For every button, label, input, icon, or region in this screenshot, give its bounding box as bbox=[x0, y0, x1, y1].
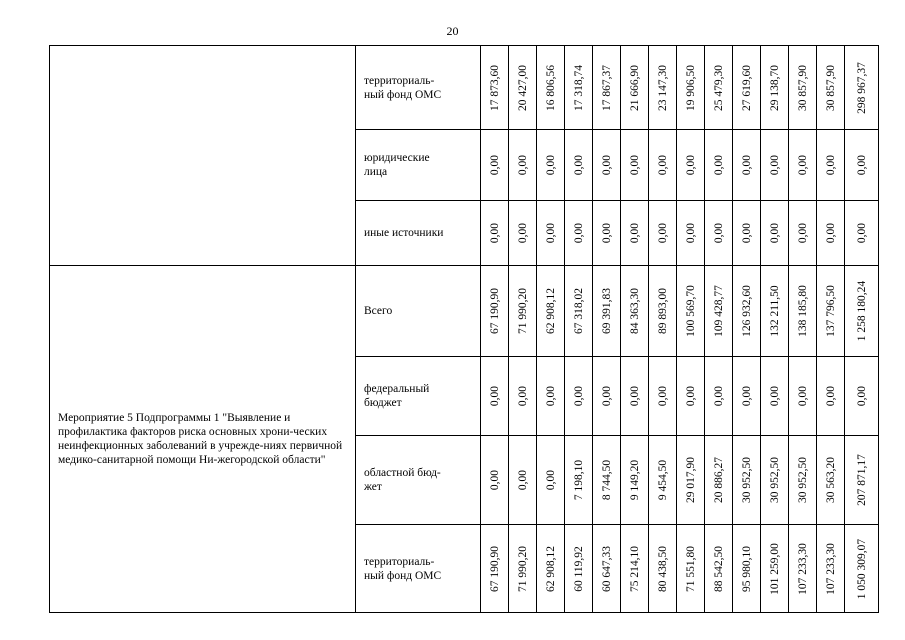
value-text: 0,00 bbox=[740, 154, 753, 176]
value-text: 0,00 bbox=[824, 385, 837, 407]
year-value-cell bbox=[621, 525, 649, 613]
value-text: 30 952,50 bbox=[796, 457, 809, 503]
value-text: 0,00 bbox=[600, 154, 613, 176]
year-value-cell bbox=[817, 525, 845, 613]
value-text: 71 990,20 bbox=[516, 545, 529, 592]
value-text: 0,00 bbox=[488, 469, 501, 491]
value-text: 29 017,90 bbox=[684, 457, 697, 503]
event-title-cell: Мероприятие 5 Подпрограммы 1 "Выявление и профилактика факторов риска основных хрони-ческих неинфекционных заболеваний в учрежде-ниях первичной медико-санитарной помощи Ни-жегородской области" bbox=[50, 266, 356, 613]
year-value-cell bbox=[649, 357, 677, 436]
value-text: 100 569,70 bbox=[684, 285, 697, 337]
year-value-cell bbox=[789, 266, 817, 357]
value-text: 30 952,50 bbox=[740, 457, 753, 503]
table-row bbox=[50, 46, 879, 130]
year-value-cell bbox=[761, 46, 789, 130]
value-text: 0,00 bbox=[628, 154, 641, 176]
year-value-cell bbox=[677, 525, 705, 613]
value-text: 107 233,30 bbox=[824, 542, 837, 595]
value-text: 1 050 309,07 bbox=[855, 538, 868, 599]
value-text: 0,00 bbox=[684, 154, 697, 176]
year-value-cell bbox=[733, 436, 761, 525]
value-text: 0,00 bbox=[796, 222, 809, 244]
value-text: 126 932,60 bbox=[740, 285, 753, 337]
value-text: 69 391,83 bbox=[600, 288, 613, 334]
value-text: 1 258 180,24 bbox=[855, 280, 868, 342]
value-text: 19 906,50 bbox=[684, 64, 697, 111]
funding-source-cell: территориаль- ный фонд ОМС bbox=[356, 46, 481, 130]
funding-source-cell: иные источники bbox=[356, 201, 481, 266]
value-text: 23 147,30 bbox=[656, 64, 669, 111]
year-value-cell bbox=[705, 357, 733, 436]
value-text: 60 119,92 bbox=[572, 545, 585, 592]
value-text: 0,00 bbox=[740, 222, 753, 244]
year-value-cell bbox=[705, 525, 733, 613]
value-text: 29 138,70 bbox=[768, 64, 781, 111]
value-text: 30 952,50 bbox=[768, 457, 781, 503]
year-value-cell bbox=[509, 130, 537, 201]
value-text: 0,00 bbox=[544, 385, 557, 407]
year-value-cell bbox=[789, 130, 817, 201]
year-value-cell bbox=[817, 357, 845, 436]
year-value-cell bbox=[509, 201, 537, 266]
value-text: 9 149,20 bbox=[628, 459, 641, 501]
value-text: 88 542,50 bbox=[712, 545, 725, 592]
year-value-cell bbox=[677, 357, 705, 436]
year-value-cell bbox=[817, 201, 845, 266]
value-text: 62 908,12 bbox=[544, 288, 557, 334]
value-text: 0,00 bbox=[684, 385, 697, 407]
year-value-cell bbox=[537, 525, 565, 613]
value-text: 0,00 bbox=[855, 222, 868, 244]
total-value-cell bbox=[845, 130, 879, 201]
year-value-cell bbox=[733, 266, 761, 357]
value-text: 0,00 bbox=[796, 385, 809, 407]
year-value-cell bbox=[649, 201, 677, 266]
value-text: 30 563,20 bbox=[824, 457, 837, 503]
value-text: 21 666,90 bbox=[628, 64, 641, 111]
funding-source-cell: федеральный бюджет bbox=[356, 357, 481, 436]
value-text: 17 873,60 bbox=[488, 64, 501, 111]
year-value-cell bbox=[565, 436, 593, 525]
year-value-cell bbox=[761, 201, 789, 266]
value-text: 0,00 bbox=[768, 222, 781, 244]
funding-source-cell: территориаль- ный фонд ОМС bbox=[356, 525, 481, 613]
year-value-cell bbox=[565, 130, 593, 201]
value-text: 71 990,20 bbox=[516, 288, 529, 334]
year-value-cell bbox=[817, 436, 845, 525]
year-value-cell bbox=[593, 436, 621, 525]
year-value-cell bbox=[789, 201, 817, 266]
value-text: 0,00 bbox=[516, 222, 529, 244]
value-text: 20 427,00 bbox=[516, 64, 529, 111]
total-value-cell bbox=[845, 201, 879, 266]
value-text: 27 619,60 bbox=[740, 64, 753, 111]
funding-source-cell: областной бюд- жет bbox=[356, 436, 481, 525]
year-value-cell bbox=[677, 266, 705, 357]
year-value-cell bbox=[593, 130, 621, 201]
year-value-cell bbox=[481, 266, 509, 357]
year-value-cell bbox=[621, 436, 649, 525]
value-text: 62 908,12 bbox=[544, 545, 557, 592]
value-text: 16 806,56 bbox=[544, 64, 557, 111]
value-text: 0,00 bbox=[656, 385, 669, 407]
year-value-cell bbox=[509, 525, 537, 613]
value-text: 17 318,74 bbox=[572, 64, 585, 111]
value-text: 30 857,90 bbox=[796, 64, 809, 111]
year-value-cell bbox=[705, 130, 733, 201]
value-text: 75 214,10 bbox=[628, 545, 641, 592]
year-value-cell bbox=[789, 525, 817, 613]
value-text: 0,00 bbox=[488, 385, 501, 407]
year-value-cell bbox=[649, 525, 677, 613]
funding-source-cell: юридические лица bbox=[356, 130, 481, 201]
value-text: 0,00 bbox=[768, 385, 781, 407]
event-title-cell bbox=[50, 46, 356, 266]
total-value-cell bbox=[845, 266, 879, 357]
year-value-cell bbox=[733, 525, 761, 613]
value-text: 7 198,10 bbox=[572, 459, 585, 501]
year-value-cell bbox=[565, 525, 593, 613]
value-text: 0,00 bbox=[712, 222, 725, 244]
value-text: 0,00 bbox=[740, 385, 753, 407]
year-value-cell bbox=[593, 266, 621, 357]
year-value-cell bbox=[481, 46, 509, 130]
year-value-cell bbox=[733, 46, 761, 130]
value-text: 67 190,90 bbox=[488, 288, 501, 334]
value-text: 60 647,33 bbox=[600, 545, 613, 592]
year-value-cell bbox=[677, 130, 705, 201]
year-value-cell bbox=[593, 525, 621, 613]
year-value-cell bbox=[761, 357, 789, 436]
funding-table bbox=[49, 45, 879, 613]
value-text: 30 857,90 bbox=[824, 64, 837, 111]
year-value-cell bbox=[565, 201, 593, 266]
value-text: 0,00 bbox=[824, 154, 837, 176]
value-text: 0,00 bbox=[572, 385, 585, 407]
year-value-cell bbox=[481, 201, 509, 266]
value-text: 67 190,90 bbox=[488, 545, 501, 592]
year-value-cell bbox=[509, 436, 537, 525]
value-text: 0,00 bbox=[656, 222, 669, 244]
value-text: 67 318,02 bbox=[572, 288, 585, 334]
year-value-cell bbox=[621, 201, 649, 266]
year-value-cell bbox=[621, 266, 649, 357]
year-value-cell bbox=[677, 46, 705, 130]
year-value-cell bbox=[565, 46, 593, 130]
year-value-cell bbox=[621, 130, 649, 201]
year-value-cell bbox=[481, 525, 509, 613]
year-value-cell bbox=[761, 436, 789, 525]
value-text: 17 867,37 bbox=[600, 64, 613, 111]
year-value-cell bbox=[705, 201, 733, 266]
year-value-cell bbox=[537, 46, 565, 130]
value-text: 298 967,37 bbox=[855, 61, 868, 114]
value-text: 0,00 bbox=[544, 222, 557, 244]
year-value-cell bbox=[537, 436, 565, 525]
year-value-cell bbox=[481, 357, 509, 436]
value-text: 0,00 bbox=[572, 154, 585, 176]
year-value-cell bbox=[537, 201, 565, 266]
value-text: 132 211,50 bbox=[768, 285, 781, 337]
value-text: 109 428,77 bbox=[712, 285, 725, 337]
year-value-cell bbox=[537, 266, 565, 357]
year-value-cell bbox=[649, 130, 677, 201]
value-text: 0,00 bbox=[600, 222, 613, 244]
value-text: 25 479,30 bbox=[712, 64, 725, 111]
year-value-cell bbox=[593, 201, 621, 266]
value-text: 0,00 bbox=[488, 222, 501, 244]
year-value-cell bbox=[733, 130, 761, 201]
year-value-cell bbox=[733, 357, 761, 436]
value-text: 0,00 bbox=[544, 469, 557, 491]
year-value-cell bbox=[481, 130, 509, 201]
year-value-cell bbox=[789, 436, 817, 525]
total-value-cell bbox=[845, 525, 879, 613]
value-text: 0,00 bbox=[516, 154, 529, 176]
value-text: 101 259,00 bbox=[768, 542, 781, 595]
year-value-cell bbox=[537, 357, 565, 436]
year-value-cell bbox=[649, 436, 677, 525]
value-text: 137 796,50 bbox=[824, 285, 837, 337]
year-value-cell bbox=[761, 266, 789, 357]
value-text: 8 744,50 bbox=[600, 459, 613, 501]
year-value-cell bbox=[817, 130, 845, 201]
year-value-cell bbox=[761, 525, 789, 613]
total-value-cell bbox=[845, 436, 879, 525]
value-text: 0,00 bbox=[656, 154, 669, 176]
year-value-cell bbox=[705, 266, 733, 357]
year-value-cell bbox=[733, 201, 761, 266]
value-text: 0,00 bbox=[572, 222, 585, 244]
year-value-cell bbox=[565, 357, 593, 436]
year-value-cell bbox=[649, 266, 677, 357]
total-value-cell bbox=[845, 357, 879, 436]
value-text: 0,00 bbox=[516, 469, 529, 491]
year-value-cell bbox=[677, 436, 705, 525]
value-text: 95 980,10 bbox=[740, 545, 753, 592]
year-value-cell bbox=[705, 46, 733, 130]
value-text: 0,00 bbox=[628, 385, 641, 407]
year-value-cell bbox=[509, 266, 537, 357]
value-text: 0,00 bbox=[824, 222, 837, 244]
value-text: 0,00 bbox=[488, 154, 501, 176]
year-value-cell bbox=[621, 46, 649, 130]
year-value-cell bbox=[509, 46, 537, 130]
value-text: 0,00 bbox=[600, 385, 613, 407]
value-text: 84 363,30 bbox=[628, 288, 641, 334]
year-value-cell bbox=[593, 46, 621, 130]
year-value-cell bbox=[565, 266, 593, 357]
value-text: 0,00 bbox=[684, 222, 697, 244]
value-text: 80 438,50 bbox=[656, 545, 669, 592]
total-value-cell bbox=[845, 46, 879, 130]
value-text: 89 893,00 bbox=[656, 288, 669, 334]
value-text: 0,00 bbox=[768, 154, 781, 176]
table-row bbox=[50, 266, 879, 357]
value-text: 138 185,80 bbox=[796, 285, 809, 337]
value-text: 0,00 bbox=[628, 222, 641, 244]
value-text: 107 233,30 bbox=[796, 542, 809, 595]
value-text: 0,00 bbox=[855, 385, 868, 407]
value-text: 20 886,27 bbox=[712, 457, 725, 503]
year-value-cell bbox=[509, 357, 537, 436]
value-text: 0,00 bbox=[516, 385, 529, 407]
year-value-cell bbox=[677, 201, 705, 266]
year-value-cell bbox=[481, 436, 509, 525]
year-value-cell bbox=[817, 46, 845, 130]
value-text: 0,00 bbox=[544, 154, 557, 176]
value-text: 0,00 bbox=[855, 154, 868, 176]
value-text: 0,00 bbox=[796, 154, 809, 176]
funding-source-cell: Всего bbox=[356, 266, 481, 357]
year-value-cell bbox=[817, 266, 845, 357]
year-value-cell bbox=[789, 46, 817, 130]
value-text: 71 551,80 bbox=[684, 545, 697, 592]
year-value-cell bbox=[537, 130, 565, 201]
year-value-cell bbox=[649, 46, 677, 130]
year-value-cell bbox=[761, 130, 789, 201]
page-number: 20 bbox=[446, 24, 459, 38]
value-text: 0,00 bbox=[712, 154, 725, 176]
value-text: 0,00 bbox=[712, 385, 725, 407]
value-text: 207 871,17 bbox=[855, 454, 868, 506]
year-value-cell bbox=[789, 357, 817, 436]
year-value-cell bbox=[621, 357, 649, 436]
value-text: 9 454,50 bbox=[656, 459, 669, 501]
year-value-cell bbox=[705, 436, 733, 525]
year-value-cell bbox=[593, 357, 621, 436]
